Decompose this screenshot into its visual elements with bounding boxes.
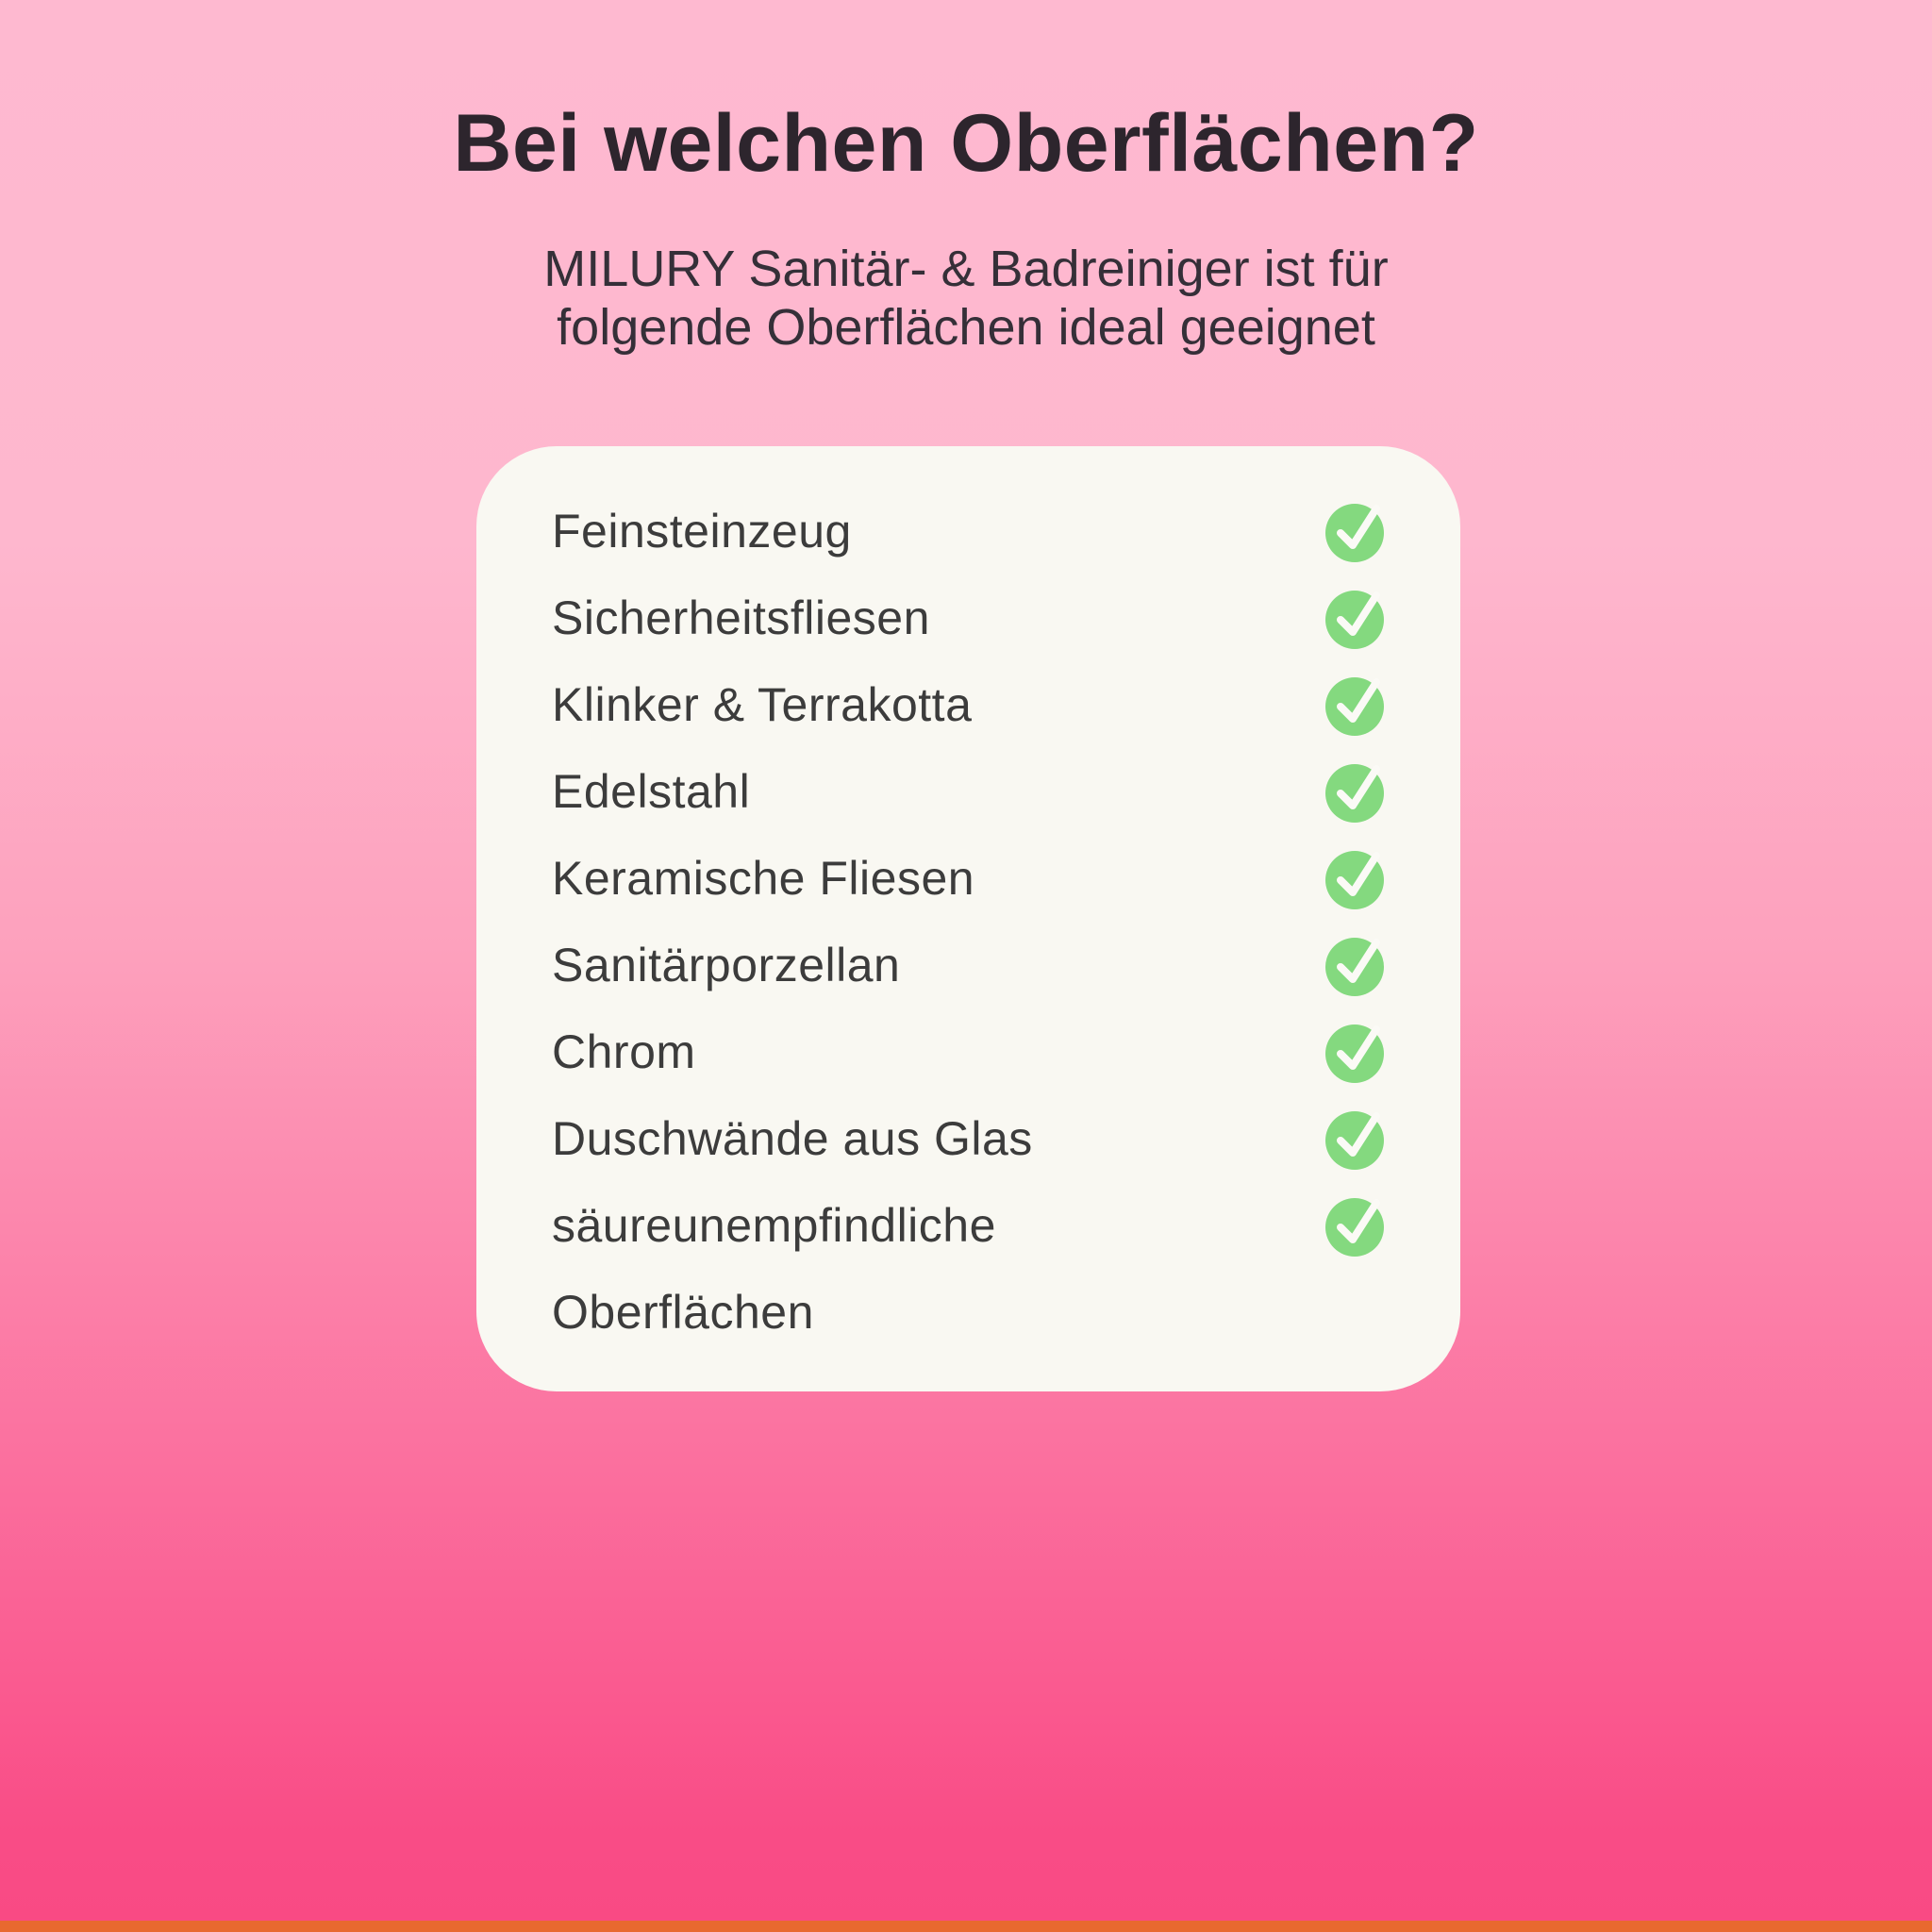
surface-label: Sicherheitsfliesen	[552, 591, 930, 644]
list-item	[552, 488, 1391, 575]
surfaces-list	[476, 446, 1460, 1356]
list-item	[552, 748, 1391, 835]
surface-label: Keramische Fliesen	[552, 852, 975, 905]
list-item	[552, 835, 1391, 922]
check-icon	[1324, 845, 1391, 911]
check-icon	[1324, 1106, 1391, 1172]
list-item	[552, 1182, 1391, 1269]
surface-label: Duschwände aus Glas	[552, 1112, 1033, 1165]
bottom-accent-bar	[0, 1921, 1932, 1932]
page-subtitle	[0, 240, 1932, 357]
check-icon	[1324, 758, 1391, 824]
check-icon	[1324, 932, 1391, 998]
surface-label: Sanitärporzellan	[552, 939, 901, 991]
check-icon	[1324, 1192, 1391, 1258]
list-item	[552, 575, 1391, 661]
surface-label: Feinsteinzeug	[552, 505, 852, 558]
check-icon	[1324, 672, 1391, 738]
check-icon	[1324, 585, 1391, 651]
surface-label: säureunempfindliche	[552, 1199, 996, 1252]
check-icon	[1324, 498, 1391, 564]
surface-label: Klinker & Terrakotta	[552, 678, 973, 731]
list-item	[552, 922, 1391, 1008]
subtitle-line-1: MILURY Sanitär- & Badreiniger ist für	[543, 241, 1389, 297]
subtitle-line-2: folgende Oberflächen ideal geeignet	[557, 299, 1375, 356]
surface-label: Oberflächen	[552, 1286, 814, 1339]
check-icon	[1324, 1019, 1391, 1085]
list-item	[552, 1269, 1391, 1356]
list-item	[552, 661, 1391, 748]
surfaces-card	[476, 446, 1460, 1391]
surface-label: Edelstahl	[552, 765, 751, 818]
list-item	[552, 1095, 1391, 1182]
surface-label: Chrom	[552, 1025, 696, 1078]
list-item	[552, 1008, 1391, 1095]
page-title: Bei welchen Oberflächen?	[453, 98, 1479, 189]
